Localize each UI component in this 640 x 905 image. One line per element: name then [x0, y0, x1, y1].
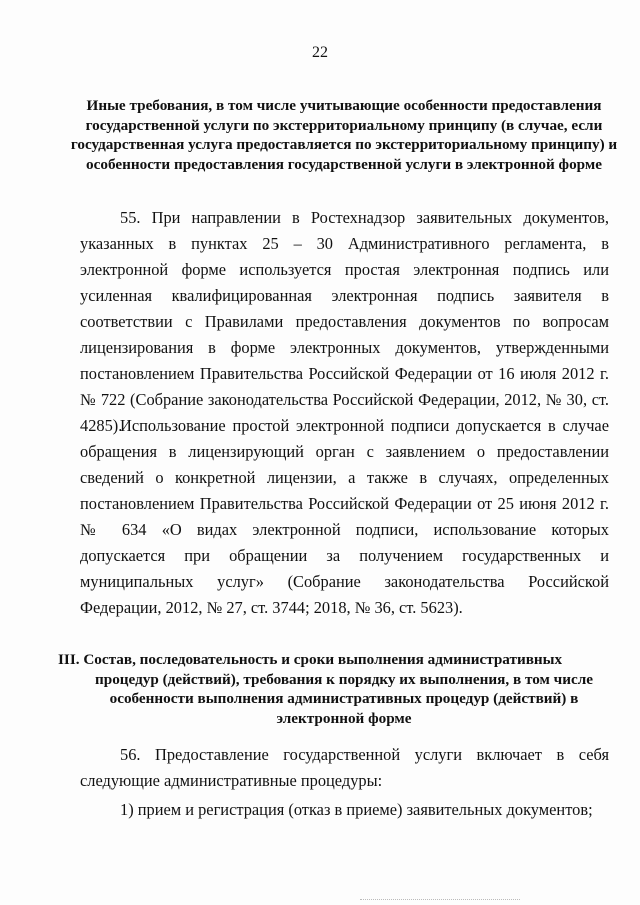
scan-artifact — [360, 899, 520, 901]
paragraph-55-continuation: Использование простой электронной подписи допускается в случае обращения в лицензирующий орган с заявлением о предоставлении сведений о конкретной лицензии, а также в случаях, определенных постановлением Правительства Российской Федерации от 25 июня 2012 г. № 634 «О видах электронной подписи, использование которых допускается при обращении за получением государственных и муниципальных услуг» (Собрание законодательства Российской Федерации, 2012, № 27, ст. 3744; 2018, № 36, ст. 5623). — [80, 416, 609, 617]
paragraph-56-item-1: 1) прием и регистрация (отказ в приеме) заявительных документов; — [120, 800, 593, 819]
section-heading-iii-rest: процедур (действий), требования к порядку их выполнения, в том числе особенности выполнения административных процедур (действий) в электронной форме — [95, 670, 593, 727]
paragraph-55: 55. При направлении в Ростехнадзор заявительных документов, указанных в пунктах 25 – 30 Административного регламента, в электронной форме используется простая электронная подпись или усиленная квалифицированная электронная подпись заявителя в соответствии с Правилами предоставления документов по вопросам лицензирования в форме электронных документов, утвержденными постановлением Правительства Российской Федерации от 16 июля 2012 г. № 722 (Собрание законодательства Российской Федерации, 2012, № 30, ст. 4285). — [80, 208, 609, 435]
paragraph-56: 56. Предоставление государственной услуги включает в себя следующие административные процедуры: — [80, 745, 609, 790]
section-heading-other-requirements: Иные требования, в том числе учитывающие особенности предоставления государственной услуги по экстерриториальному принципу (в случае, если государственная услуга предоставляется по экстерриториальному принципу) и особенности предоставления государственной услуги в электронной форме — [70, 97, 618, 173]
page-number: 22 — [312, 44, 328, 61]
section-heading-iii-line1: III. Состав, последовательность и сроки выполнения административных — [58, 651, 563, 668]
section-heading-iii — [58, 650, 618, 728]
